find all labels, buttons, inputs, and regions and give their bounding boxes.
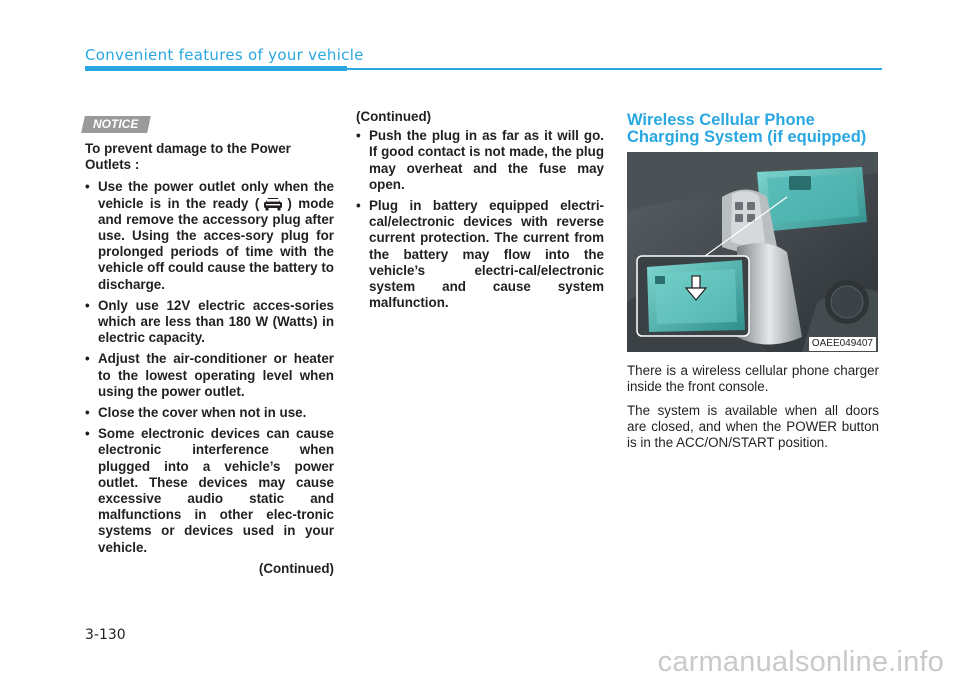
notice-label: NOTICE [93,117,139,131]
column-left [85,141,334,590]
continued-label: (Continued) [356,109,432,124]
list-item: • Only use 12V electric acces-sories which are less than 180 W (Watts) in electric capacity. [85,298,334,347]
bullet-text-start: Use the power outlet only when the vehicle is in the ready ( [98,179,334,211]
list-item: • Plug in battery equipped electri-cal/electronic devices with reverse current protection. The current from the battery may flow into the vehicle’s electri-cal/electronic system and cause system malfunction. [356,198,604,311]
bullet-text-end: ) mode and remove the accessory plug after use. Using the acces-sory plug for prolonged periods of time with the vehicle off could cause the battery to discharge. [98,195,334,292]
figure-code: OAEE049407 [809,337,876,351]
column-right [627,112,879,451]
header-title: Convenient features of your vehicle [85,46,364,64]
header-rule [347,68,882,70]
watermark: carmanualsonline.info [657,646,944,678]
list-item: • Close the cover when not in use. [85,405,334,421]
list-item: • Push the plug in as far as it will go. If good contact is not made, the plug may overheat and the fuse may open. [356,128,604,193]
notice-intro: To prevent damage to the Power Outlets : [85,141,291,173]
notice-list [356,128,604,311]
list-item: • Some electronic devices can cause electronic interference when plugged into a vehicle’s power outlet. These devices may cause excessive audio static and malfunctions in other elec-tronic systems or devices used in your vehicle. [85,426,334,556]
notice-list [85,179,334,555]
header-bar [85,66,347,71]
section-title: Wireless Cellular Phone Charging System (if equipped) [627,111,867,146]
list-item: • Adjust the air-conditioner or heater to the lowest operating level when using the power outlet. [85,351,334,400]
list-item [85,179,334,292]
console-illustration [627,152,878,352]
vehicle-ready-icon [262,196,284,211]
notice-badge [81,116,151,133]
body-paragraph: The system is available when all doors are closed, and when the POWER button is in the ACC/ON/START position. [627,403,879,450]
page-number: 3-130 [85,627,126,643]
body-paragraph: There is a wireless cellular phone charger inside the front console. [627,363,879,394]
continued-label: (Continued) [258,560,334,576]
charger-figure [627,152,878,352]
column-middle [356,109,604,316]
